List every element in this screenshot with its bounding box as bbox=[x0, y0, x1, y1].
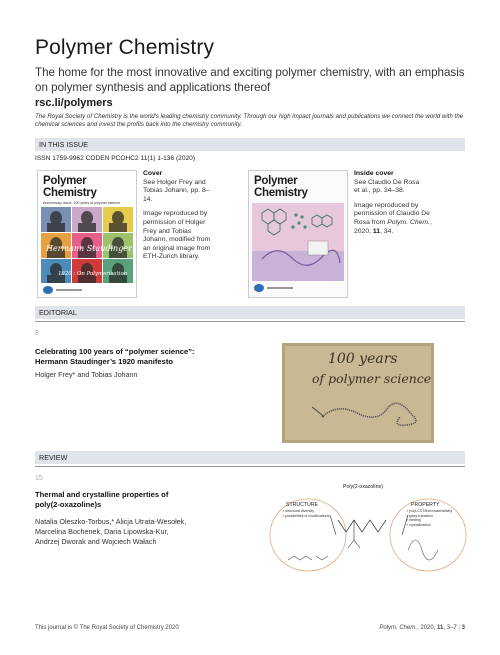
cover-image-subtitle: Anniversary issue: 100 years of polymer science bbox=[43, 201, 121, 205]
cover-image-caption: 1920 : On Polymerisation bbox=[58, 271, 128, 277]
cover-image-title-line2: Chemistry bbox=[43, 186, 97, 199]
inside-cover-image-title-line2: Chemistry bbox=[254, 186, 308, 199]
inside-cover-credit-page: , 34. bbox=[380, 227, 394, 235]
review-authors-line1: Natalia Oleszko-Torbus,* Alicja Utrata-Wesołek, bbox=[35, 517, 187, 526]
rsc-about-text: The Royal Society of Chemistry is the world's leading chemistry community. Through our high impact journals and publications we connect the world with the chemical sciences and invest the profits back into the chemistry community. bbox=[35, 113, 464, 129]
scheme-structure-item: ✓possibilities of modifications bbox=[282, 513, 330, 518]
issn-line: ISSN 1759-9962 CODEN PCOHC2 11(1) 1-136 (2020) bbox=[35, 155, 196, 162]
editorial-page-number: 8 bbox=[35, 330, 39, 337]
footer-separator: | bbox=[458, 625, 460, 631]
inside-cover-see-line-1: See Claudio De Rosa bbox=[354, 178, 420, 186]
footer-citation bbox=[379, 625, 465, 631]
cover-image[interactable] bbox=[37, 170, 137, 298]
scheme-center-label: Poly(2-oxazoline) bbox=[343, 484, 384, 490]
footer-copyright: This journal is © The Royal Society of Chemistry 2020 bbox=[35, 625, 179, 631]
inside-cover-credit-volume: 11 bbox=[372, 227, 381, 235]
inside-cover-image-title bbox=[254, 176, 308, 199]
review-title-line1: Thermal and crystalline properties of bbox=[35, 490, 169, 499]
cover-divider bbox=[56, 289, 82, 291]
cover-image-banner: Hermann Staudinger bbox=[46, 244, 132, 253]
inside-cover-credit-text: Image reproduced by permission of Claudio De Rosa from bbox=[354, 201, 430, 226]
journal-url-link[interactable]: rsc.li/polymers bbox=[35, 97, 113, 109]
review-title-line2: poly(2-oxazoline)s bbox=[35, 500, 102, 509]
scheme-structure-label: STRUCTURE bbox=[286, 502, 318, 508]
section-header-editorial: EDITORIAL bbox=[35, 306, 465, 319]
scheme-structure-list bbox=[282, 509, 329, 518]
review-title[interactable] bbox=[35, 490, 168, 510]
cover-image-title-line1: Polymer bbox=[43, 175, 87, 187]
editorial-divider bbox=[35, 321, 465, 322]
poly-oxazoline-scheme bbox=[268, 480, 468, 580]
editorial-title-line2: Hermann Staudinger’s 1920 manifesto bbox=[35, 357, 173, 366]
review-authors-line2: Marcelina Bochenek, Daria Lipowska-Kur, bbox=[35, 526, 169, 536]
inside-cover-image[interactable] bbox=[248, 170, 348, 298]
footer-journal: Polym. Chem. bbox=[379, 625, 418, 631]
cover-heading: Cover bbox=[143, 170, 163, 177]
review-page-number: 15 bbox=[35, 475, 43, 482]
scheme-property-item: ✓crystallization bbox=[406, 522, 431, 527]
inside-cover-description bbox=[354, 170, 434, 236]
rsc-logo-icon bbox=[254, 284, 264, 292]
inside-cover-image-title-line1: Polymer bbox=[254, 175, 298, 187]
cover-credit: Image reproduced by permission of Holger Frey and Tobias Johann, modified from an original image from ETH-Zurich library. bbox=[143, 210, 211, 261]
rsc-logo-icon bbox=[43, 286, 53, 294]
footer-volume: 11 bbox=[437, 625, 444, 631]
editorial-graphic bbox=[282, 343, 434, 443]
inside-cover-heading: Inside cover bbox=[354, 170, 394, 177]
scheme-property-item: ✓melting bbox=[406, 518, 421, 523]
inside-cover-credit-journal: Polym. Chem. bbox=[387, 218, 430, 226]
review-graphic bbox=[268, 480, 468, 580]
editorial-graphic-line1: 100 years bbox=[328, 351, 398, 367]
review-authors-line3: Andrzej Dworak and Wojciech Wałach bbox=[35, 536, 157, 546]
review-authors bbox=[35, 517, 186, 546]
cover-see-line: See Holger Frey and Tobias Johann, pp. 8–14. bbox=[143, 178, 210, 203]
inside-cover-divider bbox=[267, 287, 293, 289]
footer-year: , 2020, bbox=[417, 625, 438, 631]
section-header-in-this-issue: IN THIS ISSUE bbox=[35, 138, 465, 151]
section-header-review: REVIEW bbox=[35, 451, 465, 464]
cover-image-title bbox=[43, 176, 97, 199]
footer-page-number: 3 bbox=[461, 625, 465, 631]
scheme-property-item: ✓(co)LCST/thermosensitivity bbox=[406, 509, 453, 513]
editorial-title-line1: Celebrating 100 years of “polymer science”: bbox=[35, 347, 195, 356]
cover-description bbox=[143, 170, 217, 262]
scheme-structure-item: ✓structural diversity bbox=[282, 509, 314, 513]
scheme-property-label: PROPERTY bbox=[411, 502, 440, 508]
inside-cover-credit bbox=[354, 202, 434, 236]
scheme-property-item: ✓glass transition bbox=[406, 513, 433, 518]
editorial-authors: Holger Frey* and Tobias Johann bbox=[35, 370, 138, 379]
editorial-title[interactable] bbox=[35, 347, 195, 367]
editorial-graphic-line2: of polymer science bbox=[312, 371, 432, 386]
scheme-property-list bbox=[406, 509, 452, 527]
footer-pages: , 3–7 bbox=[443, 625, 457, 631]
inside-cover-artwork bbox=[252, 203, 344, 281]
inside-cover-see-line-2: et al., pp. 34–38. bbox=[354, 187, 405, 195]
journal-tagline: The home for the most innovative and exciting polymer chemistry, with an emphasis on polymer synthesis and applications thereof bbox=[35, 66, 465, 94]
review-divider bbox=[35, 466, 465, 467]
inside-cover-credit-year: , 2020, bbox=[354, 218, 432, 235]
journal-title: Polymer Chemistry bbox=[35, 36, 215, 59]
